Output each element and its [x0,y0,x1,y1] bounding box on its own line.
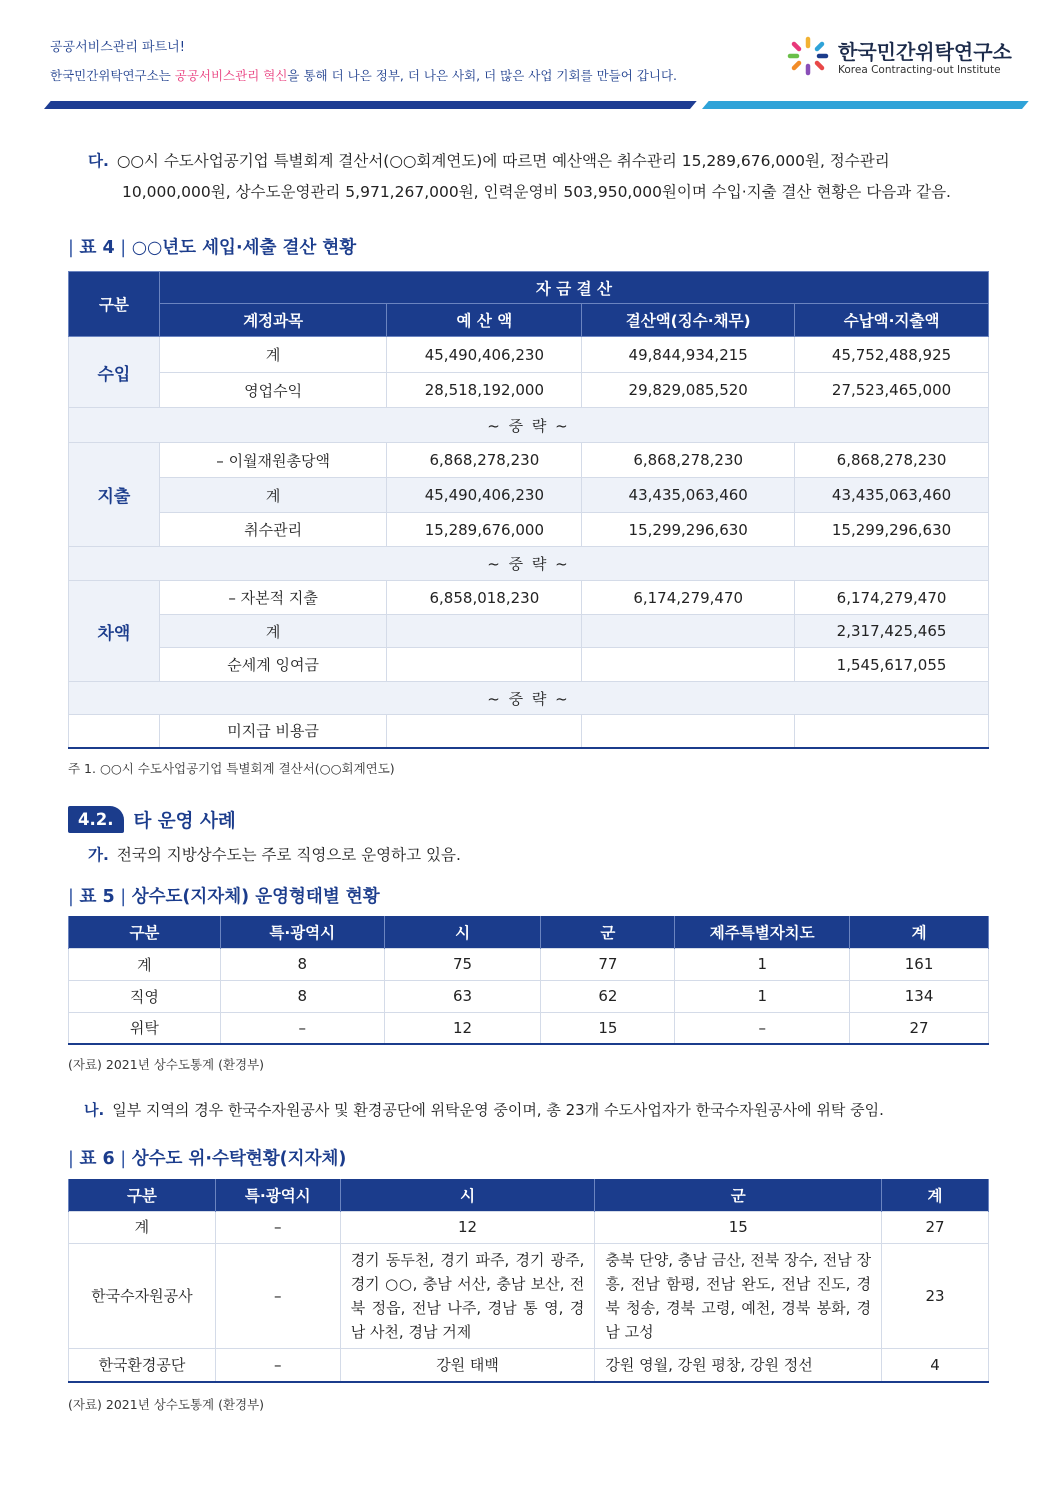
page-header [0,0,1054,112]
table-cell: 6,868,278,230 [387,443,582,478]
header-cell: 시 [384,916,541,948]
paragraph-label: 나. [84,1101,105,1119]
table5-caption [68,883,380,908]
header-cell: 군 [595,1179,882,1211]
caption-title: 상수도 위·수탁현황(지자체) [131,1149,347,1169]
table-row [69,715,989,748]
paragraph-na [84,1095,884,1126]
header-cell: 제주특별자치도 [675,916,850,948]
table-cell: 43,435,063,460 [795,478,989,513]
table5-operation-types [68,916,989,1045]
table-row [69,1012,989,1044]
table6-caption [68,1145,346,1170]
header-divider-navy [44,101,697,109]
table-cell: 45,490,406,230 [387,337,582,373]
logo-subtitle: Korea Contracting-out Institute [838,64,1001,76]
table5-source: (자료) 2021년 상수도통계 (환경부) [68,1057,265,1072]
table-cell: 계 [159,615,387,648]
paragraph-label: 다. [88,152,109,170]
caption-number: 표 4 [79,238,115,258]
table-cell: 계 [69,948,221,980]
table4-caption [68,234,356,259]
table4-note: 주 1. ○○시 수도사업공기업 특별회계 결산서(○○회계연도) [68,761,395,776]
table-cell: 6,868,278,230 [795,443,989,478]
table6-source: (자료) 2021년 상수도통계 (환경부) [68,1397,265,1412]
section-heading [68,806,236,836]
table-cell: 15 [595,1211,882,1243]
table-cell: 77 [541,948,675,980]
omission-row [69,547,989,581]
section-title: 타 운영 사례 [133,810,236,832]
header-cell: 계 [882,1179,989,1211]
caption-number: 표 6 [79,1149,115,1169]
tagline-org-name: 한국민간위탁연구소 [50,68,159,83]
table-cell: – [675,1012,850,1044]
header-cell: 구분 [69,1179,216,1211]
header-cell: 구분 [69,272,160,337]
table-cell: 161 [850,948,989,980]
table-cell: 경기 동두천, 경기 파주, 경기 광주, 경기 ○○, 충남 서산, 충남 보산, 전북 정읍, 전남 나주, 경남 통 영, 경남 사천, 경남 거제 [340,1243,595,1348]
section-number: 4.2. [68,806,124,833]
header-cell: 계 [850,916,989,948]
table-cell: 6,858,018,230 [387,581,582,615]
table-cell: 43,435,063,460 [582,478,795,513]
paragraph-text: 일부 지역의 경우 한국수자원공사 및 환경공단에 위탁운영 중이며, 총 23개 수도사업자가 한국수자원공사에 위탁 중임. [112,1101,884,1119]
table-cell: 27,523,465,000 [795,373,989,408]
table4-settlement [68,271,989,749]
table-cell: 6,174,279,470 [582,581,795,615]
header-cell: 특·광역시 [215,1179,340,1211]
table-cell: – 자본적 지출 [159,581,387,615]
paragraph-da [88,146,998,208]
table-cell: 8 [220,948,384,980]
table-cell: 28,518,192,000 [387,373,582,408]
table-cell: 1,545,617,055 [795,648,989,682]
omission-text: ~ 중 략 ~ [69,547,989,581]
table-cell: 직영 [69,980,221,1012]
table-cell: 49,844,934,215 [582,337,795,373]
table-row [69,1243,989,1348]
table-cell: 15,299,296,630 [795,513,989,547]
caption-bar: | [68,887,80,907]
paragraph-label: 가. [88,846,109,864]
caption-number: 표 5 [79,887,115,907]
table-cell [795,715,989,748]
table-cell: 45,490,406,230 [387,478,582,513]
table-cell: 15,289,676,000 [387,513,582,547]
paragraph-line: ○○시 수도사업공기업 특별회계 결산서(○○회계연도)에 따르면 예산액은 취수관리 15,289,676,000원, 정수관리 [116,152,890,170]
table-cell: 계 [159,337,387,373]
row-group-label: 지출 [69,443,160,547]
table-cell [387,648,582,682]
table-row [69,980,989,1012]
table-cell: 2,317,425,465 [795,615,989,648]
table-cell: 134 [850,980,989,1012]
table-cell: 한국환경공단 [69,1348,216,1382]
tagline-rest: 을 통해 더 나은 정부, 더 나은 사회, 더 많은 사업 기회를 만들어 갑니다. [287,68,678,83]
table-cell: 75 [384,948,541,980]
table-cell: 위탁 [69,1012,221,1044]
table-cell [582,648,795,682]
header-cell: 계정과목 [159,304,387,337]
header-cell: 수납액·지출액 [795,304,989,337]
logo-mark-icon [786,36,830,76]
paragraph-ga [88,840,461,871]
table-cell: 순세계 잉여금 [159,648,387,682]
table-cell: 12 [340,1211,595,1243]
table-cell: 강원 태백 [340,1348,595,1382]
table-cell: 6,868,278,230 [582,443,795,478]
paragraph-text: 전국의 지방상수도는 주로 직영으로 운영하고 있음. [116,846,461,864]
table-cell: 취수관리 [159,513,387,547]
header-cell: 예 산 액 [387,304,582,337]
table-cell: 강원 영월, 강원 평창, 강원 정선 [595,1348,882,1382]
table-cell: – [215,1211,340,1243]
omission-text: ~ 중 략 ~ [69,408,989,443]
table-cell: 15,299,296,630 [582,513,795,547]
table-row [69,373,989,408]
tagline-particle: 는 [158,68,175,83]
tagline-partner: 공공서비스관리 파트너! [50,40,185,55]
table-cell [387,715,582,748]
table-row [69,648,989,682]
header-cell: 구분 [69,916,221,948]
row-group-label: 차액 [69,581,160,682]
caption-bar: | [68,238,80,258]
table-cell: 23 [882,1243,989,1348]
table-cell: 영업수익 [159,373,387,408]
omission-row [69,682,989,715]
table-cell: – [215,1348,340,1382]
institute-logo [786,34,1026,80]
table-cell [582,615,795,648]
table-cell: – [220,1012,384,1044]
table6-consignment-status [68,1179,989,1383]
table-row [69,615,989,648]
paragraph-line: 10,000,000원, 상수도운영관리 5,971,267,000원, 인력운영비 503,950,000원이며 수입·지출 결산 현황은 다음과 같음. [122,183,951,201]
tagline-mission [50,66,677,84]
table-cell: 4 [882,1348,989,1382]
table-cell: – 이월재원총당액 [159,443,387,478]
caption-title: 상수도(지자체) 운영형태별 현황 [131,887,380,907]
table-row [69,443,989,478]
caption-bar: | [114,238,132,258]
header-cell: 군 [541,916,675,948]
table-cell: 1 [675,948,850,980]
table-cell: 6,174,279,470 [795,581,989,615]
table-row [69,478,989,513]
table-cell: 12 [384,1012,541,1044]
table-cell [387,615,582,648]
caption-bar: | [114,1149,132,1169]
logo-title: 한국민간위탁연구소 [838,40,1012,64]
header-cell: 결산액(징수·채무) [582,304,795,337]
table-cell: 62 [541,980,675,1012]
omission-row [69,408,989,443]
table-cell: – [215,1243,340,1348]
caption-title: ○○년도 세입·세출 결산 현황 [131,238,357,258]
table-cell: 한국수자원공사 [69,1243,216,1348]
table-row [69,948,989,980]
table-cell: 8 [220,980,384,1012]
header-cell: 자 금 결 산 [159,272,988,304]
table-cell: 계 [69,1211,216,1243]
table-cell: 63 [384,980,541,1012]
table-row [69,513,989,547]
header-cell: 시 [340,1179,595,1211]
table-cell [582,715,795,748]
table-cell [69,715,160,748]
table-cell: 29,829,085,520 [582,373,795,408]
row-group-label: 수입 [69,337,160,408]
table-row [69,581,989,615]
table-row [69,1348,989,1382]
table-cell: 충북 단양, 충남 금산, 전북 장수, 전남 장흥, 전남 함평, 전남 완도, 전남 진도, 경북 청송, 경북 고령, 예천, 경북 봉화, 경남 고성 [595,1243,882,1348]
table-row [69,337,989,373]
header-divider-sky [702,101,1029,109]
header-cell: 특·광역시 [220,916,384,948]
table-cell: 27 [850,1012,989,1044]
table-cell: 계 [159,478,387,513]
table-cell: 1 [675,980,850,1012]
table-cell: 45,752,488,925 [795,337,989,373]
table-cell: 27 [882,1211,989,1243]
table-cell: 15 [541,1012,675,1044]
caption-bar: | [114,887,132,907]
omission-text: ~ 중 략 ~ [69,682,989,715]
table-row [69,1211,989,1243]
caption-bar: | [68,1149,80,1169]
table-cell: 미지급 비용금 [159,715,387,748]
tagline-highlight: 공공서비스관리 혁신 [174,68,288,83]
